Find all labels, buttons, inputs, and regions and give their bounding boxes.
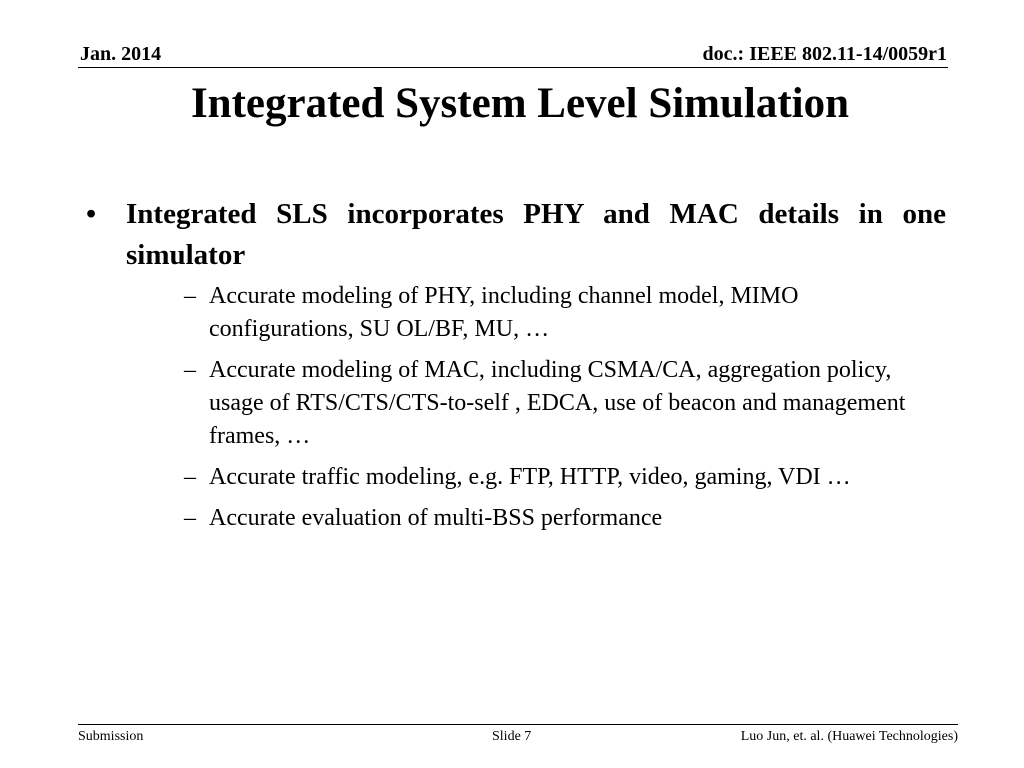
sub-bullet-item — [184, 354, 947, 453]
slide-title: Integrated System Level Simulation — [190, 80, 850, 127]
sub-bullet-list — [86, 280, 946, 535]
bullet-icon: • — [86, 198, 97, 230]
dash-icon: – — [184, 464, 196, 490]
header-divider — [78, 67, 948, 68]
footer-authors: Luo Jun, et. al. (Huawei Technologies) — [740, 729, 958, 744]
dash-icon: – — [184, 505, 196, 531]
dash-icon: – — [184, 357, 196, 383]
footer-divider — [78, 724, 958, 725]
dash-icon: – — [184, 283, 196, 309]
header-doc-id: doc.: IEEE 802.11-14/0059r1 — [702, 43, 947, 65]
sub-bullet-text: Accurate evaluation of multi-BSS performance — [209, 505, 663, 531]
sub-bullet-text: Accurate modeling of PHY, including channel model, MIMO configurations, SU OL/BF, MU, … — [209, 283, 799, 342]
slide-body — [86, 194, 946, 543]
bullet-text: Integrated SLS incorporates PHY and MAC details in one simulator — [126, 198, 946, 271]
sub-bullet-item — [184, 461, 947, 494]
footer-slide-number: Slide 7 — [492, 729, 532, 744]
footer-submission: Submission — [78, 729, 144, 744]
sub-bullet-text: Accurate modeling of MAC, including CSMA/CA, aggregation policy, usage of RTS/CTS/CTS-to-self , EDCA, use of beacon and management frames, … — [209, 357, 906, 449]
sub-bullet-item — [184, 280, 947, 346]
header-date: Jan. 2014 — [80, 43, 162, 65]
sub-bullet-text: Accurate traffic modeling, e.g. FTP, HTTP, video, gaming, VDI … — [209, 464, 851, 490]
bullet-item — [86, 194, 946, 276]
sub-bullet-item — [184, 502, 947, 535]
